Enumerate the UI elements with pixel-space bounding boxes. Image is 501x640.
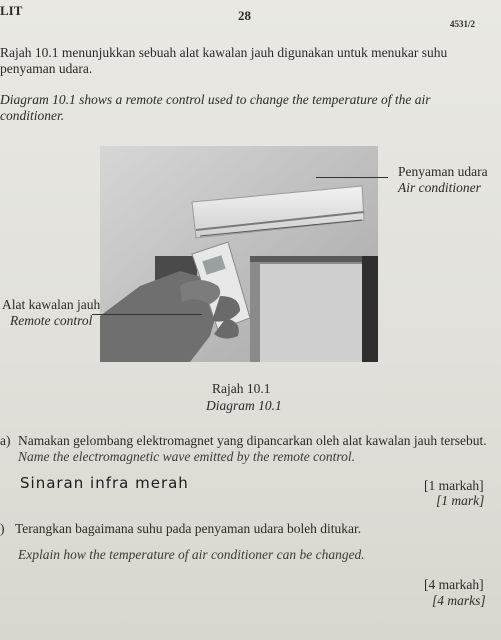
remote-pointer-line [92,314,202,315]
header-left: LIT [0,3,23,18]
question-b-marker: ) [0,521,5,536]
question-b-malay: Terangkan bagaimana suhu pada penyaman udara boleh ditukar. [15,521,362,536]
question-a-english: Name the electromagnetic wave emitted by the remote control. [18,449,356,464]
label-remote-english: Remote control [10,313,93,328]
question-b-english: Explain how the temperature of air conditioner can be changed. [18,547,365,562]
paper-code: 4531/2 [450,19,476,29]
caption-english: Diagram 10.1 [206,398,282,413]
label-ac-english: Air conditioner [398,180,481,195]
question-a-marker: a) [0,433,11,448]
question-b-marks-english: [4 marks] [432,593,486,608]
question-a-marks-english: [1 mark] [436,493,485,508]
caption-malay: Rajah 10.1 [212,381,271,396]
photo-illustration [100,146,378,362]
label-remote-malay: Alat kawalan jauh [2,297,101,312]
page-number: 28 [238,8,251,23]
intro-malay-line1: Rajah 10.1 menunjukkan sebuah alat kawalan jauh digunakan untuk menukar suhu [0,45,448,60]
label-ac-malay: Penyaman udara [398,164,488,179]
remote-ac-photo [100,146,378,362]
question-b-marks-malay: [4 markah] [424,577,484,592]
question-a-marks-malay: [1 markah] [424,478,484,493]
question-a-malay: Namakan gelombang elektromagnet yang dipancarkan oleh alat kawalan jauh tersebut. [18,433,487,448]
intro-english-line2: conditioner. [0,108,65,123]
intro-malay-line2: penyaman udara. [0,61,93,76]
intro-english-line1: Diagram 10.1 shows a remote control used to change the temperature of the air [0,92,431,107]
ac-pointer-line [316,177,388,178]
handwritten-answer-a: Sinaran infra merah [20,474,189,492]
